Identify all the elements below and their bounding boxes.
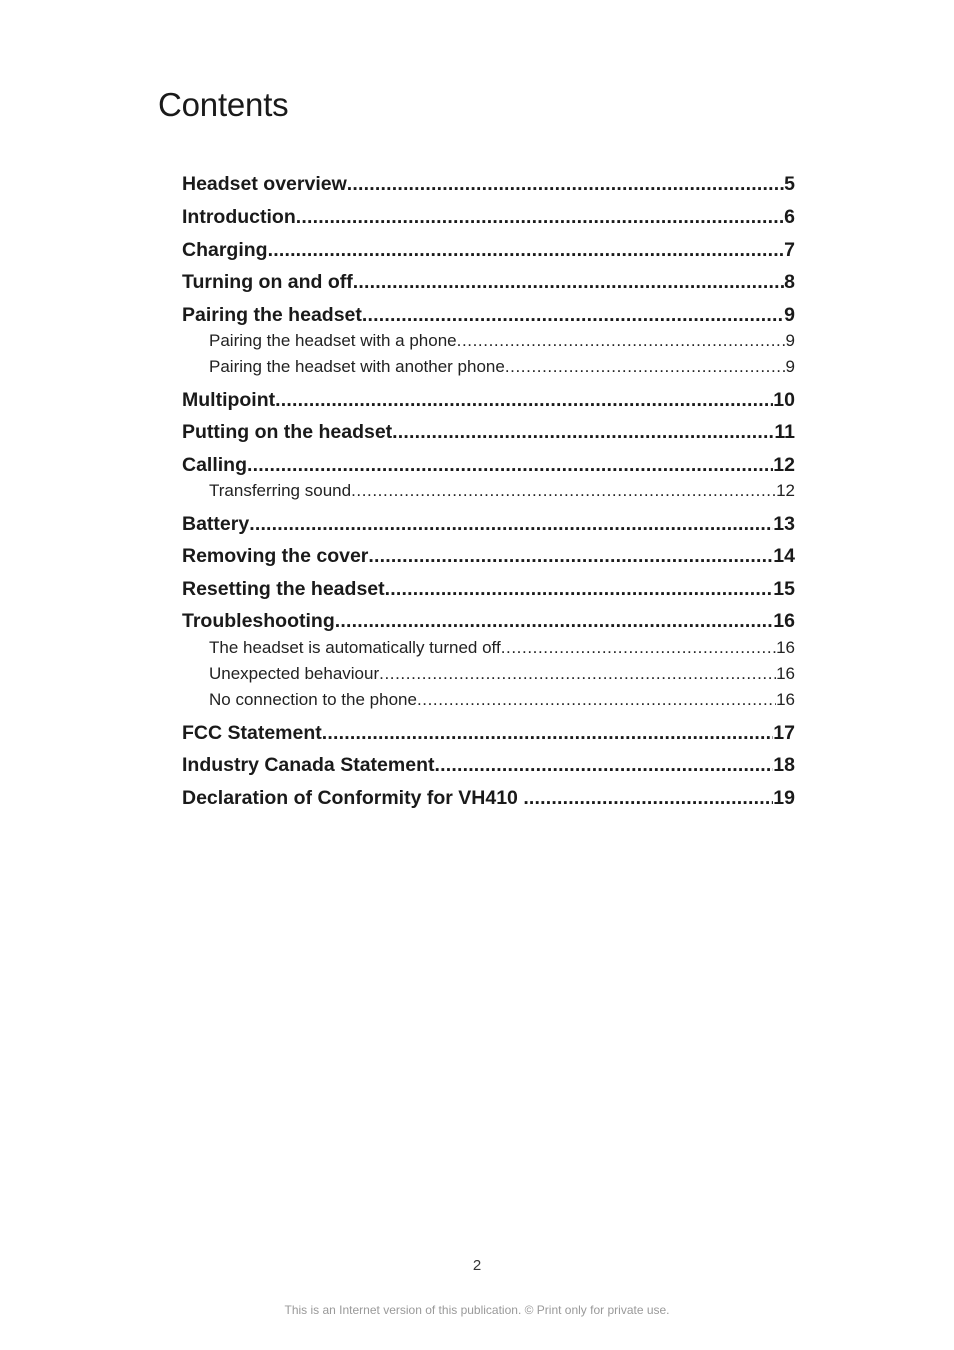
toc-leader-dots [417, 689, 776, 711]
footer-note: This is an Internet version of this publication. © Print only for private use. [284, 1303, 670, 1317]
toc-leader-dots [351, 480, 776, 502]
toc-entry[interactable] [182, 387, 795, 413]
toc-subentry[interactable] [209, 637, 795, 659]
toc-entry-label: Troubleshooting [182, 610, 335, 632]
toc-leader-dots [505, 356, 786, 378]
toc-entry-page: 16 [773, 610, 795, 632]
toc-entry-label: FCC Statement [182, 722, 322, 744]
toc-entry[interactable] [182, 608, 795, 634]
toc-entry-page: 15 [773, 578, 795, 600]
toc-entry-page: 12 [773, 454, 795, 476]
toc-leader-dots [347, 171, 784, 197]
toc-entry-page: 10 [773, 389, 795, 411]
toc-leader-dots [362, 302, 784, 328]
toc-entry-label: Multipoint [182, 389, 276, 411]
toc-entry-page: 18 [773, 754, 795, 776]
toc-leader-dots [247, 452, 773, 478]
toc-leader-dots [249, 511, 773, 537]
toc-leader-dots [457, 330, 786, 352]
toc-entry-label: Turning on and off [182, 271, 353, 293]
toc-entry[interactable] [182, 171, 795, 197]
toc-subentry-page: 12 [776, 481, 795, 500]
toc-subentry-label: No connection to the phone [209, 690, 417, 709]
toc-subentry-label: Unexpected behaviour [209, 664, 380, 683]
toc-subentry-label: Transferring sound [209, 481, 352, 500]
toc-entry-label: Removing the cover [182, 545, 369, 567]
toc-entry[interactable] [182, 785, 795, 811]
toc-leader-dots [275, 387, 773, 413]
toc-entry-page: 17 [773, 722, 795, 744]
toc-entry-page: 13 [773, 513, 795, 535]
toc-entry[interactable] [182, 269, 795, 295]
toc-entry-label: Resetting the headset [182, 578, 385, 600]
toc-subentry[interactable] [209, 663, 795, 685]
toc-entry[interactable] [182, 511, 795, 537]
toc-entry[interactable] [182, 302, 795, 328]
toc-entry-label: Introduction [182, 206, 296, 228]
page-title: Contents [158, 86, 289, 123]
toc-leader-dots [368, 543, 773, 569]
toc-entry-label: Calling [182, 454, 248, 476]
toc-entry-label: Industry Canada Statement [182, 754, 435, 776]
toc-subentry-page: 16 [776, 664, 795, 683]
toc-subentry-page: 16 [776, 638, 795, 657]
toc-entry-page: 11 [774, 421, 795, 443]
toc-leader-dots [379, 663, 776, 685]
toc-entry-label: Declaration of Conformity for VH410 [182, 787, 524, 809]
toc-entry[interactable] [182, 543, 795, 569]
toc-entry[interactable] [182, 237, 795, 263]
toc-leader-dots [322, 720, 774, 746]
toc-entry-label: Charging [182, 239, 268, 261]
toc-subentry[interactable] [209, 480, 795, 502]
toc-leader-dots [385, 576, 774, 602]
toc-entry-label: Headset overview [182, 173, 347, 195]
toc-entry[interactable] [182, 419, 795, 445]
toc-entry[interactable] [182, 720, 795, 746]
toc-subentry[interactable] [209, 689, 795, 711]
toc-subentry[interactable] [209, 356, 795, 378]
toc-entry-page: 6 [784, 206, 795, 228]
toc-entry-label: Pairing the headset [182, 304, 362, 326]
toc-leader-dots [296, 204, 784, 230]
toc-leader-dots [501, 637, 776, 659]
toc-subentry-page: 16 [776, 690, 795, 709]
toc-subentry[interactable] [209, 330, 795, 352]
toc-subentry-label: The headset is automatically turned off [209, 638, 501, 657]
toc-entry[interactable] [182, 452, 795, 478]
toc-entry-page: 9 [784, 304, 795, 326]
toc-entry-page: 8 [784, 271, 795, 293]
page-number: 2 [472, 1257, 482, 1274]
toc-leader-dots [434, 752, 773, 778]
toc-entry-page: 14 [773, 545, 795, 567]
toc-entry-page: 19 [773, 787, 795, 809]
toc-leader-dots [268, 237, 785, 263]
toc-leader-dots [392, 419, 774, 445]
toc-entry-page: 5 [784, 173, 795, 195]
toc-subentry-label: Pairing the headset with a phone [209, 331, 457, 350]
toc-subentry-label: Pairing the headset with another phone [209, 357, 505, 376]
toc-entry-label: Battery [182, 513, 250, 535]
toc-leader-dots [523, 785, 773, 811]
toc-entry-page: 7 [784, 239, 795, 261]
toc-entry[interactable] [182, 752, 795, 778]
toc-entry[interactable] [182, 204, 795, 230]
toc-entry-label: Putting on the headset [182, 421, 393, 443]
toc-leader-dots [353, 269, 784, 295]
toc-subentry-page: 9 [785, 331, 795, 350]
toc-leader-dots [335, 608, 774, 634]
toc-subentry-page: 9 [785, 357, 795, 376]
toc-entry[interactable] [182, 576, 795, 602]
